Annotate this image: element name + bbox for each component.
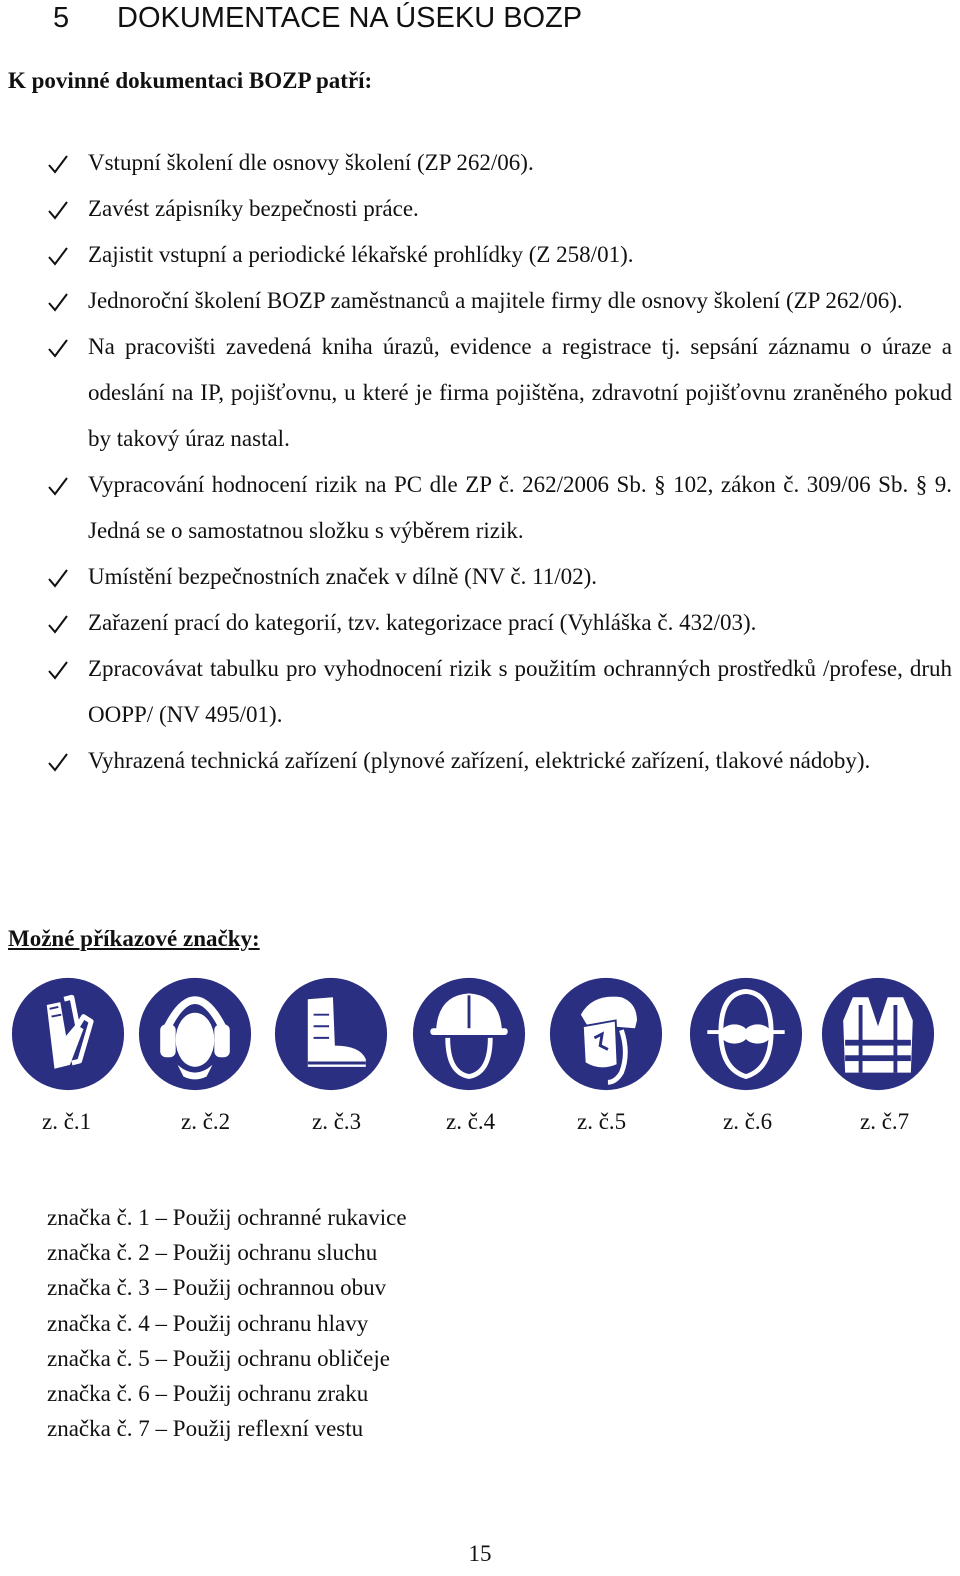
checkmark-icon	[48, 154, 68, 174]
checklist-item: Vypracování hodnocení rizik na PC dle ZP č. 262/2006 Sb. § 102, zákon č. 309/06 Sb. § 9. Jedná se o samostatnou složku s výběrem rizik.	[48, 462, 952, 554]
checkmark-icon	[48, 246, 68, 266]
sign-caption-4: z. č.4	[446, 1109, 496, 1134]
sign-caption-2: z. č.2	[181, 1109, 231, 1134]
checkmark-icon	[48, 200, 68, 220]
page-number: 15	[468, 1541, 492, 1566]
checkmark-icon	[48, 476, 68, 496]
checkmark-icon	[48, 292, 68, 312]
sign-caption-1: z. č.1	[42, 1109, 92, 1134]
checklist-item: Zařazení prací do kategorií, tzv. kategorizace prací (Vyhláška č. 432/03).	[48, 600, 952, 646]
checkmark-icon	[48, 614, 68, 634]
safety-goggles-icon	[688, 976, 804, 1092]
sign-caption-3: z. č.3	[312, 1109, 362, 1134]
checklist-item: Vstupní školení dle osnovy školení (ZP 262/06).	[48, 140, 952, 186]
checklist-item: Jednoroční školení BOZP zaměstnanců a majitele firmy dle osnovy školení (ZP 262/06).	[48, 278, 952, 324]
reflective-vest-icon	[820, 976, 936, 1092]
chapter-number: 5	[53, 2, 70, 34]
legend-item: značka č. 7 – Použij reflexní vestu	[47, 1416, 364, 1442]
checklist-item: Vyhrazená technická zařízení (plynové zařízení, elektrické zařízení, tlakové nádoby).	[48, 738, 952, 784]
legend-item: značka č. 1 – Použij ochranné rukavice	[47, 1205, 407, 1230]
checkmark-icon	[48, 568, 68, 588]
checklist-item: Zpracovávat tabulku pro vyhodnocení rizik s použitím ochranných prostředků /profese, druh OOPP/ (NV 495/01).	[48, 646, 952, 738]
legend-item: značka č. 2 – Použij ochranu sluchu	[47, 1240, 378, 1266]
chapter-title: DOKUMENTACE NA ÚSEKU BOZP	[117, 2, 583, 34]
gloves-icon	[10, 976, 126, 1092]
sign-caption-5: z. č.5	[577, 1109, 627, 1134]
checkmark-icon	[48, 752, 68, 772]
checklist-item: Umístění bezpečnostních značek v dílně (NV č. 11/02).	[48, 554, 952, 600]
checkmark-icon	[48, 338, 68, 358]
safety-boot-icon	[273, 976, 389, 1092]
checklist-item: Zavést zápisníky bezpečnosti práce.	[48, 186, 952, 232]
checklist-item: Na pracovišti zavedená kniha úrazů, evidence a registrace tj. sepsání záznamu o úraze a odeslání na IP, pojišťovnu, u které je firma pojištěna, zdravotní pojišťovnu zraněného pokud by takový úraz nastal.	[48, 324, 952, 462]
legend-item: značka č. 5 – Použij ochranu obličeje	[47, 1345, 390, 1371]
chapter-heading	[53, 2, 582, 35]
legend-item: značka č. 3 – Použij ochrannou obuv	[47, 1275, 387, 1301]
face-shield-icon	[548, 976, 664, 1092]
documentation-checklist	[48, 140, 952, 784]
mandatory-signs-heading: Možné příkazové značky:	[8, 926, 260, 951]
hard-hat-icon	[411, 976, 527, 1092]
signs-legend	[47, 1200, 407, 1446]
checklist-item: Zajistit vstupní a periodické lékařské prohlídky (Z 258/01).	[48, 232, 952, 278]
ear-protection-icon	[137, 976, 253, 1092]
section-subheading: K povinné dokumentaci BOZP patří:	[8, 68, 373, 93]
sign-caption-7: z. č.7	[860, 1109, 910, 1134]
legend-item: značka č. 6 – Použij ochranu zraku	[47, 1381, 369, 1407]
checkmark-icon	[48, 660, 68, 680]
sign-caption-6: z. č.6	[723, 1109, 773, 1134]
legend-item: značka č. 4 – Použij ochranu hlavy	[47, 1310, 369, 1336]
